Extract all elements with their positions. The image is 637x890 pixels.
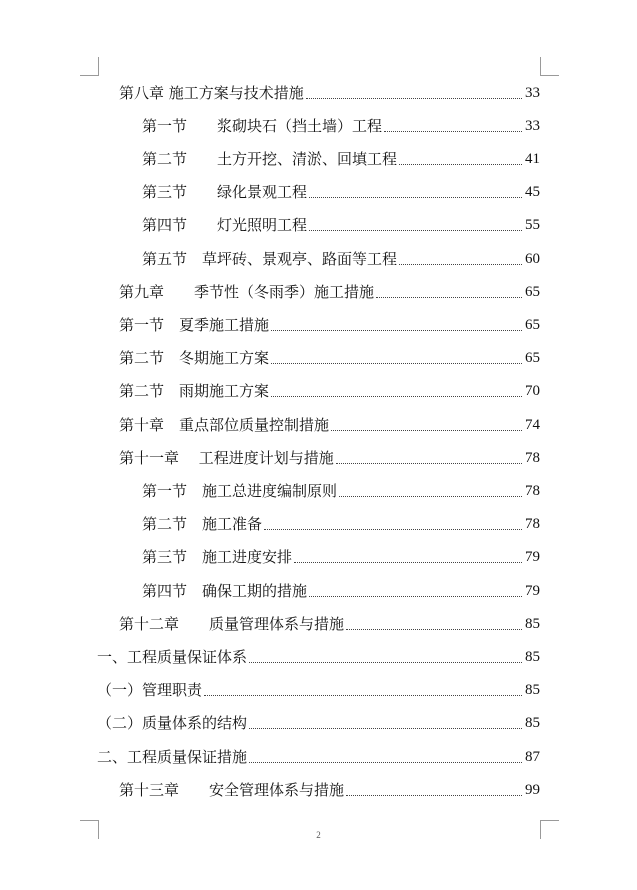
toc-entry[interactable] xyxy=(119,79,540,103)
toc-dot-leader xyxy=(309,595,522,597)
toc-entry-label: 第二节 冬期施工方案 xyxy=(119,349,270,367)
toc-entry[interactable] xyxy=(119,344,540,368)
toc-entry-page: 79 xyxy=(525,583,540,599)
toc-entry-page: 99 xyxy=(525,782,540,798)
toc-entry-label: 第一节 浆砌块石（挡土墙）工程 xyxy=(142,117,383,135)
toc-entry-page: 85 xyxy=(525,649,540,665)
page-number: 2 xyxy=(316,830,321,840)
toc-dot-leader xyxy=(249,727,522,729)
toc-entry-label: 第二节 土方开挖、清淤、回填工程 xyxy=(142,150,398,168)
toc-entry-label: 第四节 灯光照明工程 xyxy=(142,216,308,234)
toc-entry-label: 第一节 施工总进度编制原则 xyxy=(142,482,338,500)
toc-dot-leader xyxy=(336,462,522,464)
toc-dot-leader xyxy=(249,661,522,663)
toc-dot-leader xyxy=(399,263,522,265)
toc-entry[interactable] xyxy=(119,311,540,335)
toc-entry-page: 33 xyxy=(525,118,540,134)
toc-dot-leader xyxy=(331,429,522,431)
toc-dot-leader xyxy=(204,694,522,696)
toc-entry[interactable] xyxy=(142,145,540,169)
toc-entry[interactable] xyxy=(119,444,540,468)
toc-entry-page: 70 xyxy=(525,383,540,399)
toc-entry-label: 第二节 施工准备 xyxy=(142,515,263,533)
toc-entry-label: （二）质量体系的结构 xyxy=(97,714,248,732)
toc-entry-page: 85 xyxy=(525,616,540,632)
toc-dot-leader xyxy=(309,229,522,231)
toc-entry-page: 60 xyxy=(525,251,540,267)
toc-dot-leader xyxy=(294,561,522,563)
crop-mark-top-left xyxy=(80,57,99,76)
toc-entry[interactable] xyxy=(119,278,540,302)
toc-dot-leader xyxy=(271,362,522,364)
toc-entry-label: （一）管理职责 xyxy=(97,681,203,699)
toc-entry-page: 55 xyxy=(525,217,540,233)
toc-dot-leader xyxy=(249,761,522,763)
toc-entry[interactable] xyxy=(142,245,540,269)
toc-entry-label: 第一节 夏季施工措施 xyxy=(119,316,270,334)
toc-dot-leader xyxy=(376,296,522,298)
toc-dot-leader xyxy=(309,196,522,198)
toc-entry[interactable] xyxy=(142,477,540,501)
toc-dot-leader xyxy=(399,163,522,165)
toc-entry-label: 第九章 季节性（冬雨季）施工措施 xyxy=(119,283,375,301)
toc-entry[interactable] xyxy=(142,577,540,601)
toc-entry-label: 一、工程质量保证体系 xyxy=(97,648,248,666)
toc-entry-page: 65 xyxy=(525,284,540,300)
toc-entry[interactable] xyxy=(119,610,540,634)
crop-mark-top-right xyxy=(540,57,559,76)
toc-entry[interactable] xyxy=(97,643,540,667)
toc-entry-page: 65 xyxy=(525,350,540,366)
toc-dot-leader xyxy=(384,130,522,132)
toc-entry-label: 第二节 雨期施工方案 xyxy=(119,382,270,400)
toc-entry[interactable] xyxy=(97,743,540,767)
toc-entry-label: 第十一章 工程进度计划与措施 xyxy=(119,449,334,467)
toc-entry[interactable] xyxy=(119,776,540,800)
toc-entry-page: 79 xyxy=(525,549,540,565)
toc-entry-page: 45 xyxy=(525,184,540,200)
toc-entry-page: 41 xyxy=(525,151,540,167)
toc-entry-label: 第五节 草坪砖、景观亭、路面等工程 xyxy=(142,250,398,268)
toc-entry[interactable] xyxy=(97,709,540,733)
toc-entry-page: 87 xyxy=(525,749,540,765)
toc-entry[interactable] xyxy=(119,377,540,401)
toc-dot-leader xyxy=(306,97,522,99)
toc-entry-page: 33 xyxy=(525,85,540,101)
toc-entry[interactable] xyxy=(97,676,540,700)
toc-entry-label: 第十章 重点部位质量控制措施 xyxy=(119,416,330,434)
toc-dot-leader xyxy=(271,329,522,331)
toc-entry[interactable] xyxy=(142,211,540,235)
toc-entry-page: 85 xyxy=(525,682,540,698)
toc-entry-label: 第四节 确保工期的措施 xyxy=(142,582,308,600)
toc-entry[interactable] xyxy=(142,510,540,534)
toc-dot-leader xyxy=(346,628,522,630)
toc-entry[interactable] xyxy=(142,178,540,202)
toc-entry-label: 第十二章 质量管理体系与措施 xyxy=(119,615,345,633)
toc-dot-leader xyxy=(264,528,522,530)
toc-entry-label: 第三节 施工进度安排 xyxy=(142,548,293,566)
toc-entry-label: 第十三章 安全管理体系与措施 xyxy=(119,781,345,799)
toc-dot-leader xyxy=(271,395,522,397)
toc-entry-page: 78 xyxy=(525,483,540,499)
toc-entry[interactable] xyxy=(142,543,540,567)
toc-entry-page: 74 xyxy=(525,417,540,433)
toc-dot-leader xyxy=(346,794,522,796)
toc-entry-page: 85 xyxy=(525,715,540,731)
toc-entry-label: 第三节 绿化景观工程 xyxy=(142,183,308,201)
toc-dot-leader xyxy=(339,495,522,497)
toc-entry-page: 78 xyxy=(525,516,540,532)
toc-entry-label: 二、工程质量保证措施 xyxy=(97,748,248,766)
toc-entry-page: 65 xyxy=(525,317,540,333)
toc-entry-label: 第八章 施工方案与技术措施 xyxy=(119,84,304,102)
toc-entry[interactable] xyxy=(142,112,540,136)
toc-entry-page: 78 xyxy=(525,450,540,466)
toc-entry[interactable] xyxy=(119,411,540,435)
